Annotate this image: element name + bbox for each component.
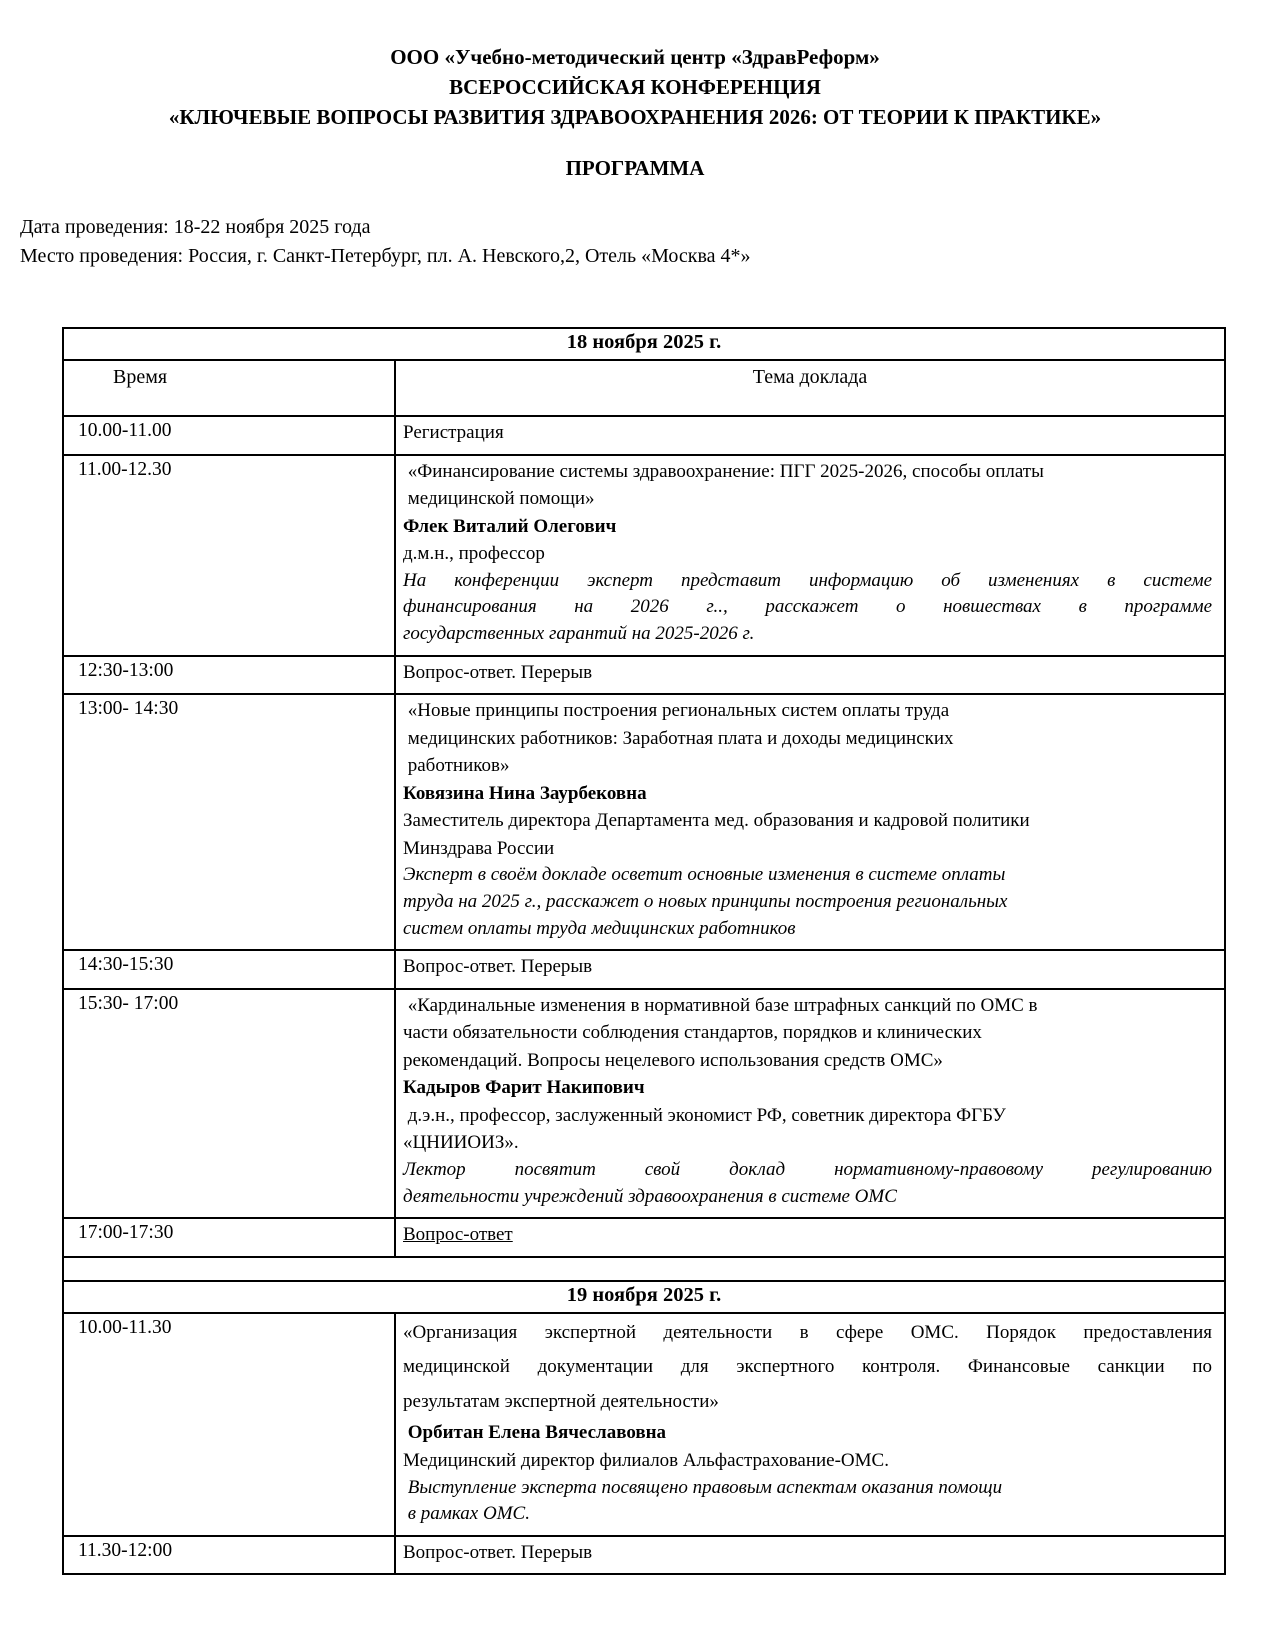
content-line: систем оплаты труда медицинских работников — [403, 917, 796, 939]
time-cell: 15:30- 17:00 — [63, 989, 395, 1218]
spacer-cell — [63, 1257, 1225, 1281]
content-paragraph — [403, 1475, 1212, 1528]
content-line: медицинских работников: Заработная плата и доходы медицинских — [403, 727, 954, 749]
content-paragraph — [403, 1157, 1212, 1210]
content-line: финансирования на 2026 г.., расскажет о новшествах в программе — [403, 596, 1212, 618]
event-meta — [20, 213, 1270, 271]
topic-cell — [395, 694, 1225, 950]
content-line: «Организация экспертной деятельности в сфере ОМС. Порядок предоставления — [403, 1321, 1212, 1343]
content-line: Эксперт в своём докладе осветит основные изменения в системе оплаты — [403, 864, 1006, 886]
topic-cell — [395, 989, 1225, 1218]
content-line: Регистрация — [403, 422, 504, 444]
topic-cell — [395, 950, 1225, 989]
content-line: «Финансирование системы здравоохранение: ПГГ 2025-2026, способы оплаты — [403, 460, 1044, 482]
schedule-row — [63, 950, 1225, 989]
time-column-header: Время — [63, 360, 395, 416]
content-line: Орбитан Елена Вячеславовна — [403, 1422, 667, 1444]
content-line: работников» — [403, 755, 510, 777]
content-line: труда на 2025 г., расскажет о новых принципы построения региональных — [403, 890, 1008, 912]
content-line: «ЦНИИОИЗ». — [403, 1132, 519, 1154]
content-paragraph — [403, 1221, 1212, 1249]
content-paragraph — [403, 697, 1212, 780]
content-line: в рамках ОМС. — [403, 1503, 530, 1525]
schedule-row — [63, 656, 1225, 695]
content-line: Ковязина Нина Заурбековна — [403, 782, 647, 804]
content-line: Выступление эксперта посвящено правовым аспектам оказания помощи — [403, 1476, 1003, 1498]
content-line: На конференции эксперт представит информацию об изменениях в системе — [403, 569, 1212, 591]
content-line: Кадыров Фарит Накипович — [403, 1077, 645, 1099]
content-paragraph — [403, 953, 1212, 981]
content-line: государственных гарантий на 2025-2026 г. — [403, 622, 755, 644]
content-paragraph — [403, 458, 1212, 513]
event-dates: Дата проведения: 18-22 ноября 2025 года — [20, 216, 371, 239]
content-paragraph — [403, 1316, 1212, 1420]
topic-cell — [395, 1313, 1225, 1536]
content-line: «Новые принципы построения региональных систем оплаты труда — [403, 700, 950, 722]
content-line: Минздрава России — [403, 837, 555, 859]
content-line: Вопрос-ответ. Перерыв — [403, 956, 593, 978]
time-cell: 11.00-12.30 — [63, 455, 395, 656]
content-paragraph — [403, 1074, 1212, 1102]
content-paragraph — [403, 862, 1212, 942]
schedule-row — [63, 694, 1225, 950]
topic-cell — [395, 455, 1225, 656]
org-name: ООО «Учебно-методический центр «ЗдравРеформ» — [390, 45, 880, 69]
schedule-row — [63, 1536, 1225, 1575]
time-cell: 13:00- 14:30 — [63, 694, 395, 950]
topic-cell — [395, 1536, 1225, 1575]
content-paragraph — [403, 1447, 1212, 1475]
schedule-row — [63, 416, 1225, 455]
content-paragraph — [403, 1102, 1212, 1157]
content-paragraph — [403, 513, 1212, 541]
content-line: Лектор посвятит свой доклад нормативному-правовому регулированию — [403, 1159, 1212, 1180]
time-cell: 12:30-13:00 — [63, 656, 395, 695]
topic-cell — [395, 656, 1225, 695]
content-line: «Кардинальные изменения в нормативной базе штрафных санкций по ОМС в — [403, 994, 1038, 1016]
day-header-row — [63, 1281, 1225, 1313]
content-line: д.м.н., профессор — [403, 543, 545, 565]
content-paragraph — [403, 659, 1212, 687]
document-header — [0, 42, 1270, 132]
time-cell: 10.00-11.00 — [63, 416, 395, 455]
content-line: Заместитель директора Департамента мед. образования и кадровой политики — [403, 810, 1030, 832]
content-line: деятельности учреждений здравоохранения в системе ОМС — [403, 1185, 897, 1207]
content-line: рекомендаций. Вопросы нецелевого использования средств ОМС» — [403, 1049, 943, 1071]
content-paragraph — [403, 1539, 1212, 1567]
content-line: Медицинский директор филиалов Альфастрахование-ОМС. — [403, 1450, 889, 1472]
day-header: 19 ноября 2025 г. — [63, 1281, 1225, 1313]
schedule-table — [62, 327, 1226, 1575]
column-header-row — [63, 360, 1225, 416]
content-paragraph — [403, 568, 1212, 648]
content-line: медицинской документации для экспертного контроля. Финансовые санкции по — [403, 1356, 1212, 1378]
time-cell: 17:00-17:30 — [63, 1218, 395, 1257]
content-line: Вопрос-ответ — [403, 1224, 513, 1246]
content-paragraph — [403, 992, 1212, 1075]
content-paragraph — [403, 1419, 1212, 1447]
topic-cell — [395, 416, 1225, 455]
content-paragraph — [403, 807, 1212, 862]
time-cell: 10.00-11.30 — [63, 1313, 395, 1536]
schedule-row — [63, 1313, 1225, 1536]
day-header-row — [63, 328, 1225, 360]
program-label: ПРОГРАММА — [565, 156, 705, 181]
content-line: части обязательности соблюдения стандартов, порядков и клинических — [403, 1022, 982, 1044]
content-line: Вопрос-ответ. Перерыв — [403, 661, 593, 683]
spacer-row — [63, 1257, 1225, 1281]
schedule-row — [63, 1218, 1225, 1257]
time-cell: 14:30-15:30 — [63, 950, 395, 989]
topic-column-header: Тема доклада — [395, 360, 1225, 416]
content-line: д.э.н., профессор, заслуженный экономист РФ, советник директора ФГБУ — [403, 1104, 1006, 1126]
content-line: медицинской помощи» — [403, 488, 595, 510]
event-location: Место проведения: Россия, г. Санкт-Петербург, пл. А. Невского,2, Отель «Москва 4*» — [20, 245, 751, 268]
content-line: результатам экспертной деятельности» — [403, 1390, 719, 1412]
content-paragraph — [403, 540, 1212, 568]
schedule-row — [63, 989, 1225, 1218]
content-line: Вопрос-ответ. Перерыв — [403, 1541, 593, 1563]
day-header: 18 ноября 2025 г. — [63, 328, 1225, 360]
time-cell: 11.30-12:00 — [63, 1536, 395, 1575]
content-line: Флек Виталий Олегович — [403, 515, 617, 537]
content-paragraph — [403, 419, 1212, 447]
topic-cell — [395, 1218, 1225, 1257]
schedule-table-body — [63, 328, 1225, 1574]
conference-title: «КЛЮЧЕВЫЕ ВОПРОСЫ РАЗВИТИЯ ЗДРАВООХРАНЕНИЯ 2026: ОТ ТЕОРИИ К ПРАКТИКЕ» — [168, 105, 1102, 130]
conference-type: ВСЕРОССИЙСКАЯ КОНФЕРЕНЦИЯ — [449, 75, 821, 100]
content-paragraph — [403, 780, 1212, 808]
schedule-row — [63, 455, 1225, 656]
